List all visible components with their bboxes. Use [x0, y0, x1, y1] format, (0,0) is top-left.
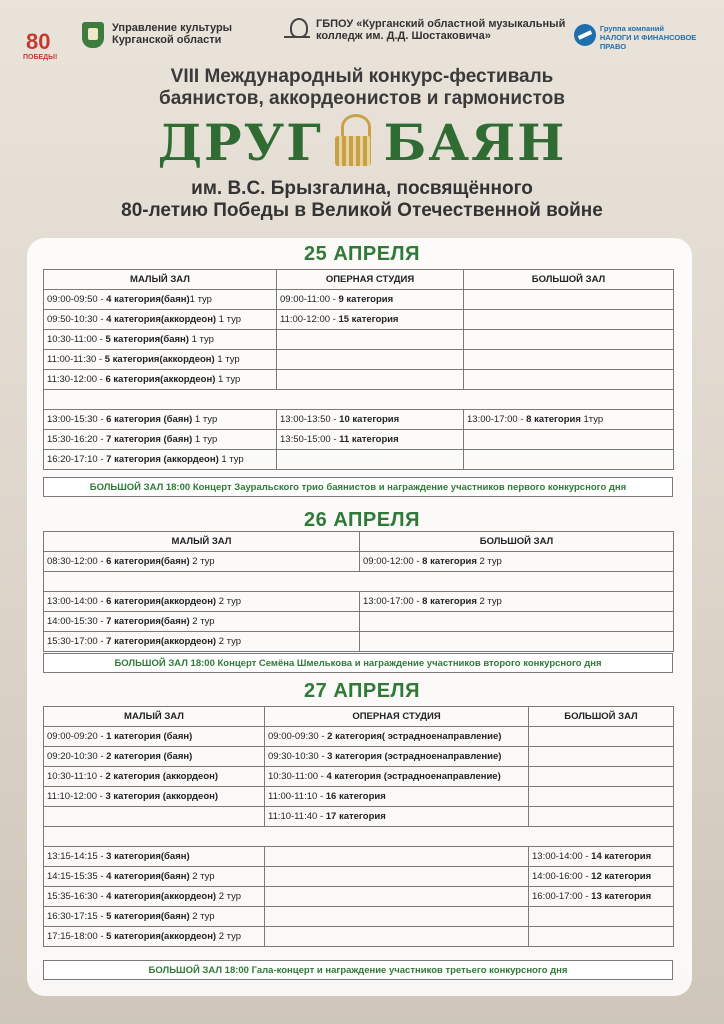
table-row: [44, 887, 674, 907]
table-row: [44, 907, 674, 927]
schedule-cell: [529, 807, 674, 827]
composer-bust-icon: [284, 18, 310, 48]
session-category: 4 категория(аккордеон): [106, 314, 217, 325]
subtitle-line1: им. В.С. Брызгалина, посвящённого: [191, 178, 533, 199]
session-time: 16:20-17:10 -: [47, 454, 107, 465]
schedule-cell: [265, 847, 529, 867]
session-time: 11:00-11:10 -: [268, 791, 326, 802]
schedule-cell: [265, 907, 529, 927]
session-time: 13:00-14:00 -: [47, 596, 107, 607]
session-round: 1 тур: [216, 314, 242, 325]
schedule-cell: [464, 450, 674, 470]
break-row: [44, 572, 674, 592]
schedule-cell: [529, 927, 674, 947]
session-category: 16 категория: [325, 791, 386, 802]
session-time: 08:30-12:00 -: [47, 556, 107, 567]
session-category: 6 категория(баян): [106, 556, 190, 567]
schedule-cell: [277, 290, 464, 310]
session-time: 11:00-11:30 -: [47, 354, 105, 365]
session-time: 09:00-09:50 -: [47, 294, 107, 305]
session-time: 10:30-11:10 -: [47, 771, 106, 782]
session-time: 11:10-12:00 -: [47, 791, 106, 802]
session-category: 14 категория: [591, 851, 652, 862]
victory-text: ПОБЕДЫ!: [23, 54, 58, 61]
session-round: 1 тур: [215, 374, 241, 385]
table-row: [44, 330, 674, 350]
session-round: 1 тур: [188, 334, 214, 345]
session-round: 2 тур: [216, 636, 242, 647]
day2-evening-note: БОЛЬШОЙ ЗАЛ 18:00 Концерт Семёна Шмелькова и награждение участников второго конкурсного дня: [43, 653, 673, 673]
session-category: 9 категория: [338, 294, 394, 305]
hall-header: ОПЕРНАЯ СТУДИЯ: [265, 707, 529, 727]
schedule-cell: [464, 310, 674, 330]
break-cell: [44, 390, 674, 410]
session-category: 7 категория(аккордеон): [106, 636, 217, 647]
schedule-cell: [277, 330, 464, 350]
session-category: 8 категория: [422, 556, 477, 567]
session-round: 2 тур: [216, 596, 242, 607]
subtitle-line2: 80-летию Победы в Великой Отечественной войне: [121, 200, 603, 221]
schedule-cell: [265, 807, 529, 827]
session-time: 13:00-17:00 -: [467, 414, 527, 425]
session-round: 1 тур: [218, 454, 244, 465]
session-round: 1 тур: [192, 414, 218, 425]
table-row: [44, 727, 674, 747]
festival-subtitle: [0, 178, 724, 222]
schedule-cell: [277, 350, 464, 370]
session-round: 2 тур: [189, 911, 215, 922]
schedule-cell: [44, 330, 277, 350]
schedule-cell: [44, 350, 277, 370]
session-time: 09:00-11:00 -: [280, 294, 339, 305]
schedule-cell: [44, 887, 265, 907]
session-time: 09:00-09:30 -: [268, 731, 328, 742]
session-category: 10 категория: [339, 414, 400, 425]
session-round: 2 тур: [216, 931, 242, 942]
ministry-line2: Курганской области: [112, 34, 222, 46]
brand-word-left: ДРУГ: [157, 113, 323, 172]
session-category: 6 категория(аккордеон): [105, 374, 216, 385]
schedule-cell: [464, 350, 674, 370]
session-time: 09:20-10:30 -: [47, 751, 107, 762]
session-time: 13:00-15:30 -: [47, 414, 107, 425]
hall-header: БОЛЬШОЙ ЗАЛ: [360, 532, 674, 552]
schedule-cell: [464, 290, 674, 310]
session-time: 14:00-16:00 -: [532, 871, 592, 882]
session-category: 11 категория: [339, 434, 399, 445]
schedule-cell: [44, 787, 265, 807]
table-row: [44, 632, 674, 652]
session-round: 2 тур: [189, 616, 215, 627]
session-category: 2 категория (аккордеон): [105, 771, 219, 782]
hall-header: БОЛЬШОЙ ЗАЛ: [529, 707, 674, 727]
schedule-cell: [265, 887, 529, 907]
day3-evening-note: БОЛЬШОЙ ЗАЛ 18:00 Гала-концерт и награждение участников третьего конкурсного дня: [43, 960, 673, 980]
schedule-cell: [360, 592, 674, 612]
break-cell: [44, 572, 674, 592]
schedule-cell: [44, 727, 265, 747]
session-time: 13:50-15:00 -: [280, 434, 340, 445]
hall-header: ОПЕРНАЯ СТУДИЯ: [277, 270, 464, 290]
schedule-cell: [44, 612, 360, 632]
day3-schedule-table: [43, 706, 674, 947]
schedule-cell: [265, 787, 529, 807]
session-category: 8 категория: [526, 414, 581, 425]
table-row: [44, 592, 674, 612]
college-logo: [284, 18, 565, 48]
session-category: 4 категория(баян): [106, 871, 190, 882]
schedule-cell: [265, 867, 529, 887]
session-category: 5 категория(аккордеон): [106, 931, 217, 942]
ministry-line1: Управление культуры: [112, 22, 233, 34]
session-time: 15:30-17:00 -: [47, 636, 107, 647]
session-time: 16:30-17:15 -: [47, 911, 107, 922]
session-time: 10:30-11:00 -: [268, 771, 327, 782]
session-category: 3 категория(баян): [106, 851, 190, 862]
schedule-cell: [265, 747, 529, 767]
company-line2: НАЛОГИ И ФИНАНСОВОЕ ПРАВО: [599, 33, 697, 51]
schedule-cell: [529, 907, 674, 927]
session-time: 10:30-11:00 -: [47, 334, 106, 345]
table-row: [44, 807, 674, 827]
table-row: [44, 927, 674, 947]
schedule-cell: [44, 370, 277, 390]
session-time: 15:30-16:20 -: [47, 434, 107, 445]
schedule-cell: [277, 370, 464, 390]
session-time: 14:15-15:35 -: [47, 871, 107, 882]
session-category: 5 категория(баян): [105, 334, 189, 345]
table-row: [44, 350, 674, 370]
session-category: 4 категория (эстрадноенаправление): [326, 771, 501, 782]
company-logo: [574, 24, 724, 51]
session-round: 1 тур: [189, 294, 212, 305]
session-time: 13:00-14:00 -: [532, 851, 592, 862]
schedule-cell: [360, 552, 674, 572]
schedule-cell: [277, 410, 464, 430]
table-row: [44, 370, 674, 390]
festival-title-line1: VIII Международный конкурс-фестиваль: [170, 66, 554, 87]
session-category: 3 категория (аккордеон): [105, 791, 219, 802]
session-time: 13:00-17:00 -: [363, 596, 423, 607]
schedule-cell: [529, 867, 674, 887]
schedule-cell: [277, 310, 464, 330]
day2-schedule-table: [43, 531, 674, 652]
schedule-cell: [44, 632, 360, 652]
schedule-cell: [529, 727, 674, 747]
session-time: 09:00-09:20 -: [47, 731, 107, 742]
day3-title: 27 АПРЕЛЯ: [304, 680, 420, 702]
session-round: 2 тур: [189, 871, 215, 882]
table-row: [44, 410, 674, 430]
college-line2: колледж им. Д.Д. Шостаковича»: [316, 30, 491, 42]
schedule-cell: [44, 867, 265, 887]
table-row: [44, 430, 674, 450]
schedule-cell: [44, 410, 277, 430]
schedule-cell: [44, 450, 277, 470]
table-row: [44, 310, 674, 330]
session-time: 15:35-16:30 -: [47, 891, 107, 902]
hall-header: МАЛЫЙ ЗАЛ: [44, 707, 265, 727]
schedule-cell: [44, 847, 265, 867]
table-row: [44, 767, 674, 787]
session-category: 7 категория(баян): [106, 616, 190, 627]
schedule-cell: [265, 727, 529, 747]
hall-header: МАЛЫЙ ЗАЛ: [44, 270, 277, 290]
schedule-cell: [464, 410, 674, 430]
table-header-row: [44, 270, 674, 290]
schedule-cell: [44, 310, 277, 330]
session-category: 7 категория (баян): [106, 434, 193, 445]
session-time: 16:00-17:00 -: [532, 891, 592, 902]
table-row: [44, 290, 674, 310]
session-category: 17 категория: [325, 811, 386, 822]
schedule-cell: [44, 430, 277, 450]
accordion-icon: [331, 114, 375, 172]
session-round: 1 тур: [192, 434, 218, 445]
session-category: 6 категория(аккордеон): [106, 596, 217, 607]
session-category: 15 категория: [338, 314, 399, 325]
day2-title: 26 АПРЕЛЯ: [304, 509, 420, 531]
hall-header: МАЛЫЙ ЗАЛ: [44, 532, 360, 552]
schedule-cell: [360, 612, 674, 632]
schedule-cell: [265, 927, 529, 947]
day1-title: 25 АПРЕЛЯ: [304, 243, 420, 265]
day1-evening-note: БОЛЬШОЙ ЗАЛ 18:00 Концерт Зауральского трио баянистов и награждение участников первого конкурсного дня: [43, 477, 673, 497]
table-row: [44, 867, 674, 887]
table-row: [44, 787, 674, 807]
session-time: 11:00-12:00 -: [280, 314, 339, 325]
schedule-cell: [464, 370, 674, 390]
session-round: 2 тур: [189, 556, 215, 567]
session-round: 2 тур: [216, 891, 242, 902]
session-category: 4 категория(аккордеон): [106, 891, 217, 902]
schedule-cell: [265, 767, 529, 787]
session-time: 11:30-12:00 -: [47, 374, 106, 385]
schedule-cell: [464, 330, 674, 350]
session-time: 13:15-14:15 -: [47, 851, 107, 862]
session-round: 2 тур: [476, 596, 502, 607]
brand-word-right: БАЯН: [383, 113, 567, 172]
table-row: [44, 847, 674, 867]
session-round: 1 тур: [214, 354, 240, 365]
session-category: 12 категория: [591, 871, 652, 882]
session-time: 09:30-10:30 -: [268, 751, 328, 762]
hall-header: БОЛЬШОЙ ЗАЛ: [464, 270, 674, 290]
festival-title: [0, 66, 724, 110]
session-category: 4 категория(баян): [106, 294, 190, 305]
session-time: 11:10-11:40 -: [268, 811, 326, 822]
schedule-cell: [44, 907, 265, 927]
schedule-cell: [529, 887, 674, 907]
schedule-cell: [44, 592, 360, 612]
session-time: 13:00-13:50 -: [280, 414, 340, 425]
table-header-row: [44, 532, 674, 552]
schedule-cell: [529, 787, 674, 807]
session-category: 13 категория: [591, 891, 652, 902]
table-row: [44, 552, 674, 572]
table-row: [44, 450, 674, 470]
schedule-cell: [277, 430, 464, 450]
brand-logo: [0, 114, 724, 172]
session-category: 5 категория(баян): [106, 911, 190, 922]
session-category: 6 категория (баян): [106, 414, 193, 425]
schedule-cell: [44, 807, 265, 827]
victory-number: 80: [26, 29, 51, 54]
schedule-cell: [529, 747, 674, 767]
session-time: 09:50-10:30 -: [47, 314, 107, 325]
schedule-cell: [44, 552, 360, 572]
schedule-cell: [277, 450, 464, 470]
schedule-cell: [464, 430, 674, 450]
break-row: [44, 827, 674, 847]
session-round: 2 тур: [476, 556, 502, 567]
table-row: [44, 747, 674, 767]
crest-icon: [82, 22, 104, 48]
schedule-cell: [44, 767, 265, 787]
session-category: 5 категория(аккордеон): [104, 354, 215, 365]
table-header-row: [44, 707, 674, 727]
session-category: 8 категория: [422, 596, 477, 607]
ministry-logo: [82, 22, 232, 48]
company-line1: Группа компаний: [599, 24, 664, 33]
schedule-cell: [44, 747, 265, 767]
session-time: 09:00-12:00 -: [363, 556, 423, 567]
day1-schedule-table: [43, 269, 674, 470]
session-category: 3 категория (эстрадноенаправление): [327, 751, 502, 762]
table-row: [44, 612, 674, 632]
victory-80-logo: [23, 12, 58, 64]
session-category: 2 категория( эстрадноенаправление): [327, 731, 502, 742]
schedule-cell: [360, 632, 674, 652]
session-round: 1тур: [580, 414, 604, 425]
session-category: 7 категория (аккордеон): [106, 454, 219, 465]
logos-row: [0, 12, 724, 68]
schedule-cell: [44, 927, 265, 947]
session-category: 2 категория (баян): [106, 751, 193, 762]
session-time: 17:15-18:00 -: [47, 931, 107, 942]
session-time: 14:00-15:30 -: [47, 616, 107, 627]
break-row: [44, 390, 674, 410]
festival-title-line2: баянистов, аккордеонистов и гармонистов: [159, 88, 565, 109]
schedule-cell: [529, 767, 674, 787]
schedule-cell: [529, 847, 674, 867]
college-line1: ГБПОУ «Курганский областной музыкальный: [316, 18, 566, 30]
company-icon: [574, 24, 596, 46]
session-category: 1 категория (баян): [106, 731, 193, 742]
schedule-cell: [44, 290, 277, 310]
break-cell: [44, 827, 674, 847]
